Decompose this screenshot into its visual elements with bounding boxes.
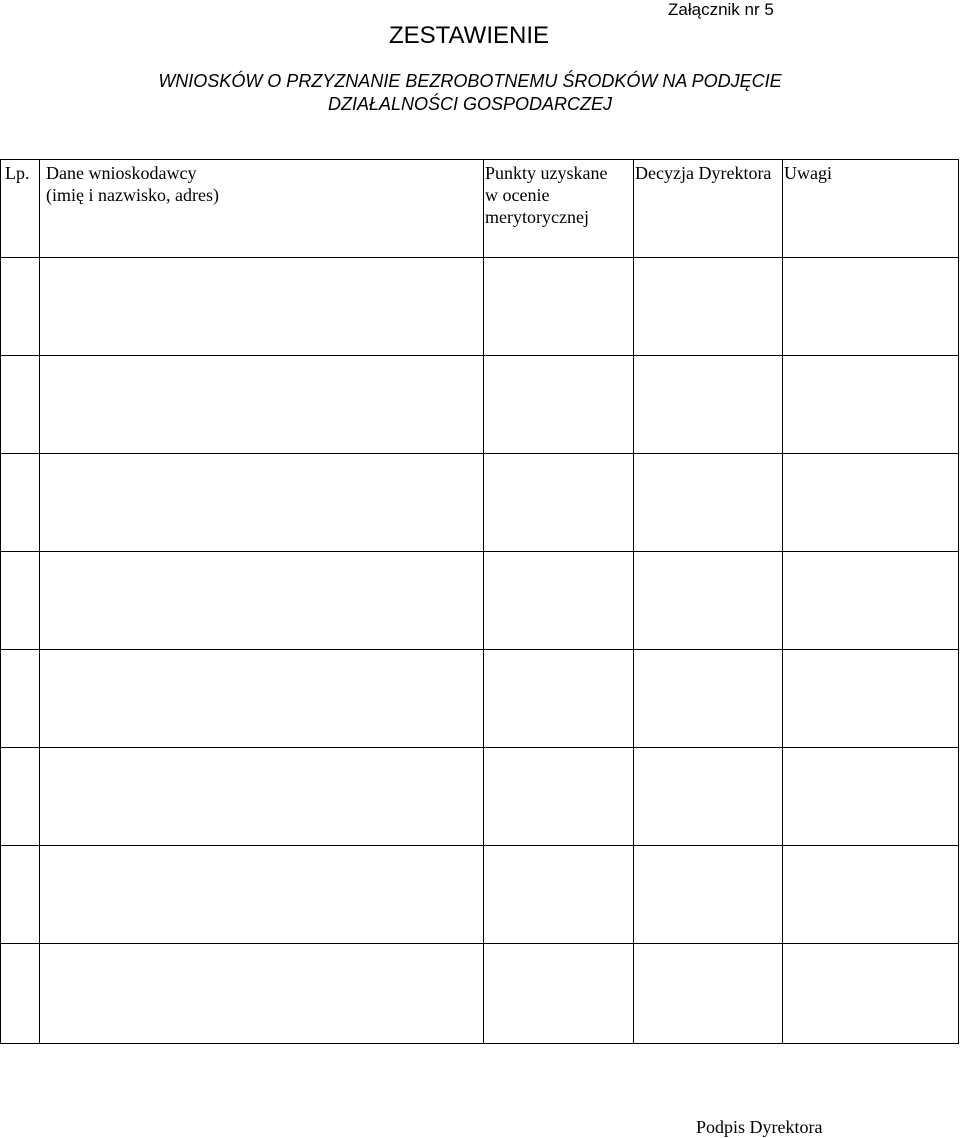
table-row[interactable] [0, 453, 959, 551]
header-lp [5, 162, 30, 184]
table-border-bottom [0, 1043, 959, 1044]
header-points [485, 162, 607, 228]
table-row[interactable] [0, 257, 959, 355]
header-decision-label: Decyzja Dyrektora [635, 163, 772, 183]
table-row[interactable] [0, 551, 959, 649]
table-row[interactable] [0, 943, 959, 1041]
table-border-top [0, 159, 959, 160]
subtitle-line-2: DZIAŁALNOŚCI GOSPODARCZEJ [327, 94, 613, 114]
table-row[interactable] [0, 747, 959, 845]
header-decision [635, 162, 771, 184]
document-title: ZESTAWIENIE [389, 22, 550, 49]
summary-table [0, 159, 959, 1044]
header-points-line-1: Punkty uzyskane [485, 163, 608, 183]
director-signature-label: Podpis Dyrektora [696, 1117, 823, 1137]
header-applicant-line-2: (imię i nazwisko, adres) [46, 185, 219, 205]
header-applicant-line-1: Dane wnioskodawcy [46, 163, 197, 183]
annex-label: Załącznik nr 5 [668, 0, 774, 19]
header-lp-label: Lp. [5, 163, 30, 183]
header-remarks-label: Uwagi [784, 163, 832, 183]
table-row[interactable] [0, 649, 959, 747]
table-row[interactable] [0, 355, 959, 453]
header-points-line-3: merytorycznej [485, 207, 589, 227]
header-remarks [784, 162, 832, 184]
header-points-line-2: w ocenie [485, 185, 550, 205]
document-subtitle [0, 70, 940, 116]
table-row[interactable] [0, 845, 959, 943]
header-applicant [46, 162, 219, 206]
subtitle-line-1: WNIOSKÓW O PRZYZNANIE BEZROBOTNEMU ŚRODKÓW NA PODJĘCIE [158, 71, 782, 91]
